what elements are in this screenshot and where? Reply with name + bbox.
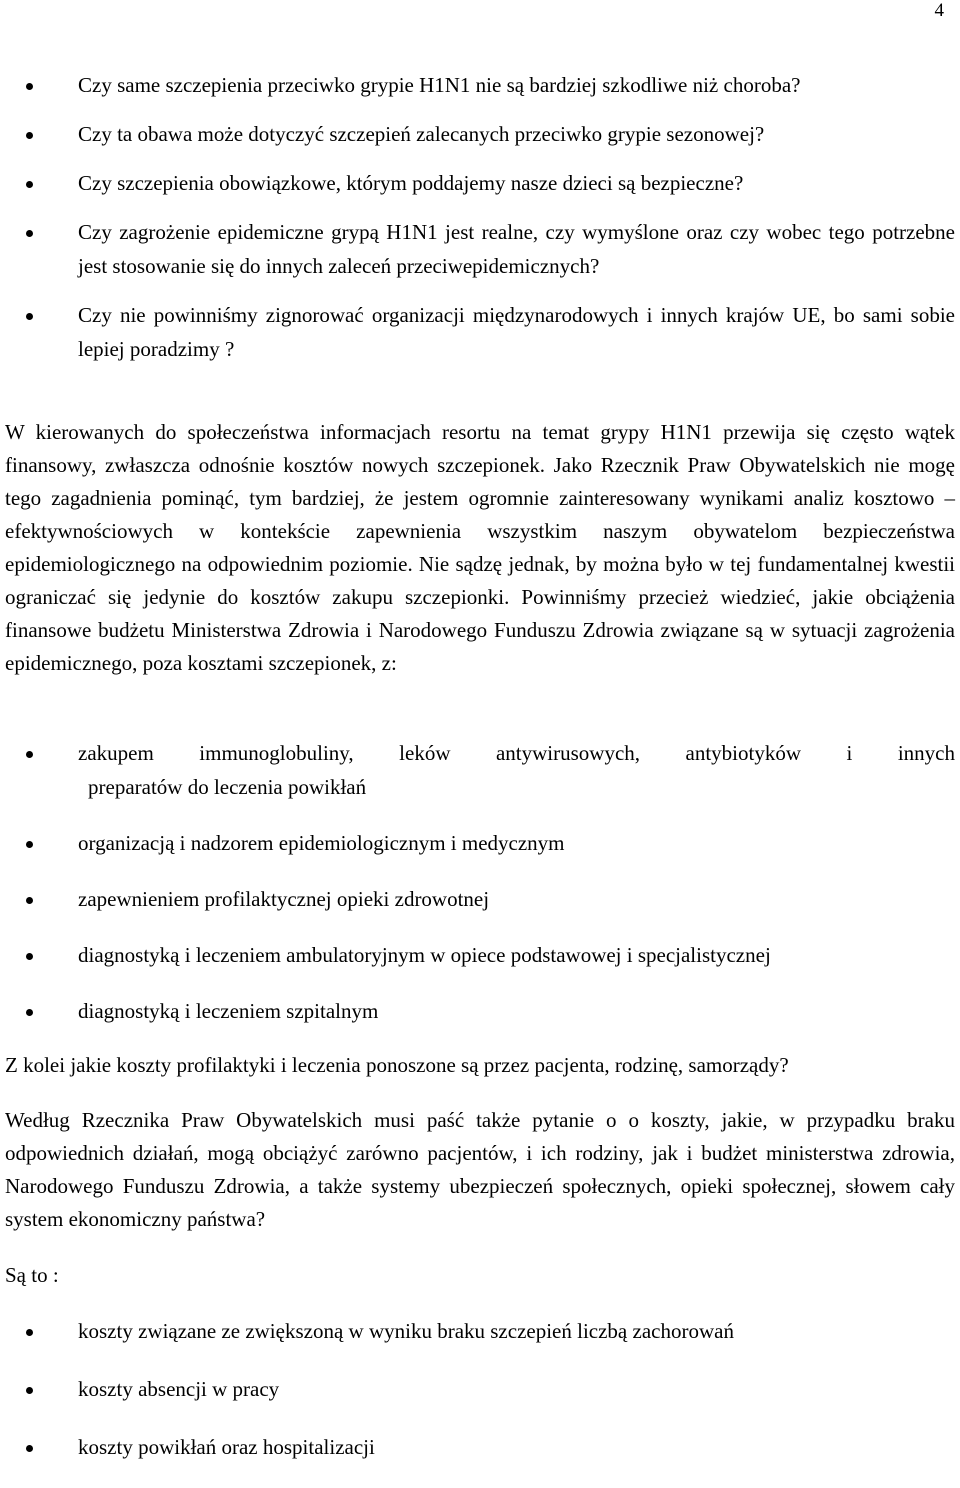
body-paragraph-2-container	[5, 1049, 955, 1082]
question-item: Czy szczepienia obowiązkowe, którym poddajemy nasze dzieci są bezpieczne?	[5, 166, 955, 200]
final-items-list	[5, 1314, 955, 1464]
intro-label-container	[5, 1259, 955, 1292]
bullet-dot-icon	[26, 751, 33, 758]
body-paragraph: W kierowanych do społeczeństwa informacjach resortu na temat grypy H1N1 przewija się często wątek finansowy, zwłaszcza odnośnie kosztów nowych szczepionek. Jako Rzecznik Praw Obywatelskich nie mogę tego zagadnienia pominąć, tym bardziej, że jestem ogromnie zainteresowany wynikami analiz kosztowo – efektywnościowych w kontekście zapewnienia wszystkim naszym obywatelom bezpieczeństwa epidemiologicznego na odpowiednim poziomie. Nie sądzę jednak, by można było w tej fundamentalnej kwestii ograniczać się jedynie do kosztów zakupu szczepionki. Powinniśmy przecież wiedzieć, jakie obciążenia finansowe budżetu Ministerstwa Zdrowia i Narodowego Funduszu Zdrowia związane są w sytuacji zagrożenia epidemicznego, poza kosztami szczepionek, z:	[5, 420, 955, 675]
bullet-dot-icon	[26, 181, 33, 188]
bullet-dot-icon	[26, 897, 33, 904]
intro-label: Są to :	[5, 1263, 59, 1287]
question-item: Czy zagrożenie epidemiczne grypą H1N1 jest realne, czy wymyślone oraz czy wobec tego potrzebne jest stosowanie się do innych zaleceń przeciwepidemicznych?	[5, 215, 955, 283]
final-items-section	[5, 1314, 955, 1488]
cost-items-section	[5, 736, 955, 1050]
bullet-dot-icon	[26, 1387, 33, 1394]
bullet-dot-icon	[26, 1329, 33, 1336]
questions-section	[5, 68, 955, 381]
body-paragraph-1-container	[5, 416, 955, 680]
cost-items-list	[5, 736, 955, 1028]
page-number: 4	[934, 0, 944, 21]
bullet-dot-icon	[26, 1445, 33, 1452]
cost-item: zapewnieniem profilaktycznej opieki zdrowotnej	[5, 882, 955, 916]
body-paragraph: Według Rzecznika Praw Obywatelskich musi paść także pytanie o o koszty, jakie, w przypadku braku odpowiednich działań, mogą obciążyć zarówno pacjentów, i ich rodziny, jak i budżet ministerstwa zdrowia, Narodowego Funduszu Zdrowia, a także systemy ubezpieczeń społecznych, opieki społecznej, słowem cały system ekonomiczny państwa?	[5, 1108, 955, 1231]
cost-item: diagnostyką i leczeniem szpitalnym	[5, 994, 955, 1028]
cost-item: diagnostyką i leczeniem ambulatoryjnym w opiece podstawowej i specjalistycznej	[5, 938, 955, 972]
body-paragraph-3-container	[5, 1104, 955, 1236]
final-item: koszty absencji w pracy	[5, 1372, 955, 1406]
question-item: Czy ta obawa może dotyczyć szczepień zalecanych przeciwko grypie sezonowej?	[5, 117, 955, 151]
question-item: Czy same szczepienia przeciwko grypie H1N1 nie są bardziej szkodliwe niż choroba?	[5, 68, 955, 102]
cost-item: zakupem immunoglobuliny, leków antywirusowych, antybiotyków i innych preparatów do leczenia powikłań	[5, 736, 955, 804]
bullet-dot-icon	[26, 132, 33, 139]
final-item: koszty związane ze zwiększoną w wyniku braku szczepień liczbą zachorowań	[5, 1314, 955, 1348]
question-item: Czy nie powinniśmy zignorować organizacji międzynarodowych i innych krajów UE, bo sami sobie lepiej poradzimy ?	[5, 298, 955, 366]
body-paragraph: Z kolei jakie koszty profilaktyki i leczenia ponoszone są przez pacjenta, rodzinę, samorządy?	[5, 1053, 789, 1077]
final-item: koszty powikłań oraz hospitalizacji	[5, 1430, 955, 1464]
bullet-dot-icon	[26, 953, 33, 960]
cost-item: organizacją i nadzorem epidemiologicznym i medycznym	[5, 826, 955, 860]
bullet-dot-icon	[26, 313, 33, 320]
bullet-dot-icon	[26, 83, 33, 90]
questions-list	[5, 68, 955, 366]
bullet-dot-icon	[26, 230, 33, 237]
bullet-dot-icon	[26, 1009, 33, 1016]
bullet-dot-icon	[26, 841, 33, 848]
